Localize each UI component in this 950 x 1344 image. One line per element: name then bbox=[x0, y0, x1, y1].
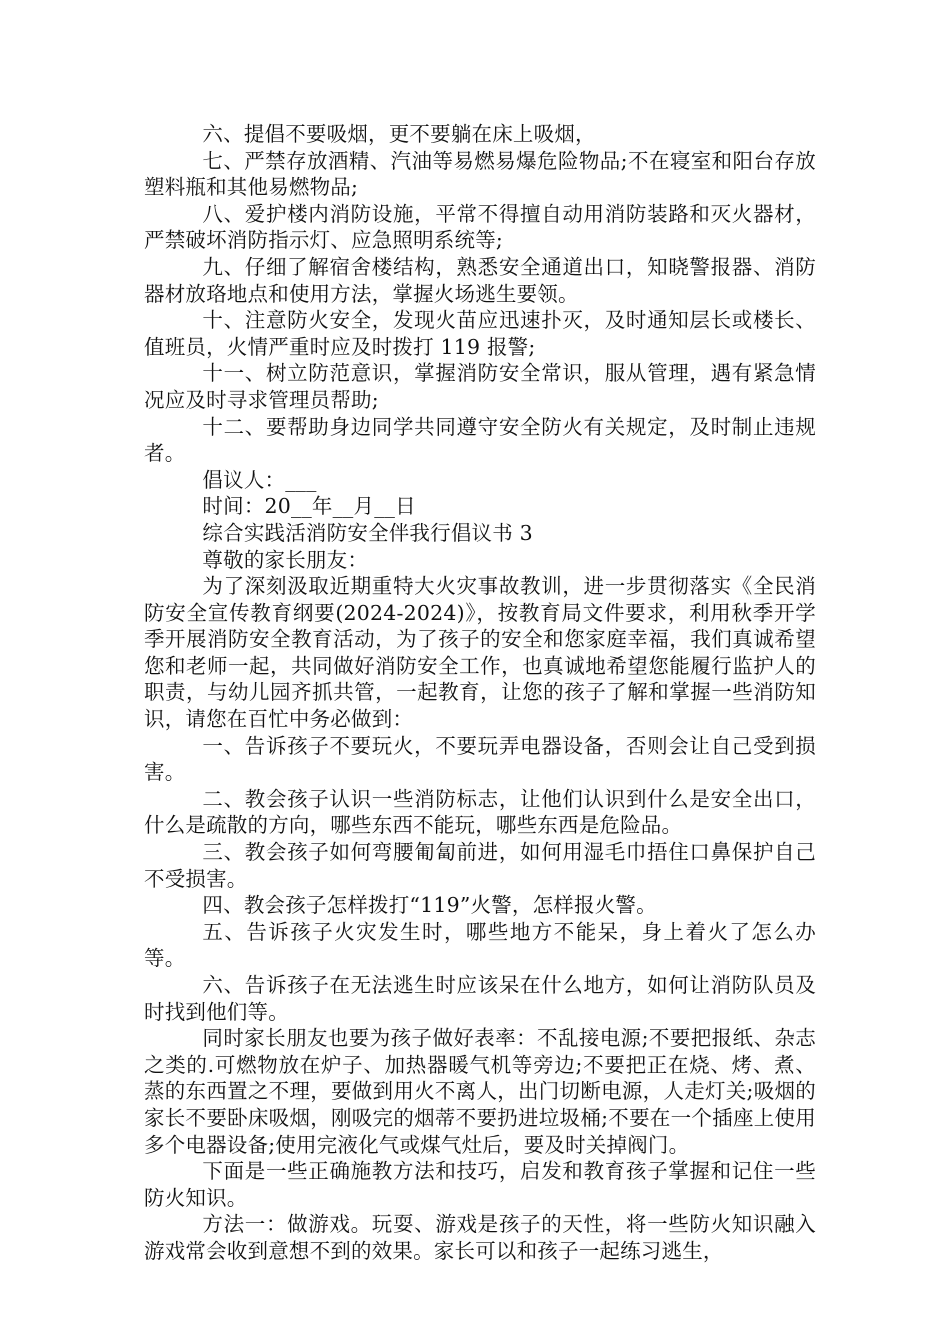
salutation: 尊敬的家长朋友： bbox=[202, 547, 369, 572]
paragraph-item-3: 三、教会孩子如何弯腰匍匐前进，如何用湿毛巾捂住口鼻保护自己不受损害。 bbox=[144, 840, 816, 891]
paragraph-item-6: 六、告诉孩子在无法逃生时应该呆在什么地方，如何让消防队员及时找到他们等。 bbox=[144, 973, 816, 1024]
date-line: 时间：20__年__月__日 bbox=[202, 494, 416, 519]
paragraph-item-1: 一、告诉孩子不要玩火，不要玩弄电器设备，否则会让自己受到损害。 bbox=[144, 733, 816, 785]
section-title: 综合实践活消防安全伴我行倡议书 3 bbox=[202, 520, 533, 545]
paragraph-item-5: 五、告诉孩子火灾发生时，哪些地方不能呆，身上着火了怎么办等。 bbox=[144, 919, 816, 971]
document-body bbox=[144, 121, 816, 1265]
paragraph-rule-12: 十二、要帮助身边同学共同遵守安全防火有关规定，及时制止违规者。 bbox=[144, 414, 816, 466]
paragraph-parents-example: 同时家长朋友也要为孩子做好表率：不乱接电源;不要把报纸、杂志之类的.可燃物放在炉子、加热器暖气机等旁边;不要把正在烧、烤、煮、蒸的东西置之不理，要做到用火不离人，出门切断电源，人走灯关;吸烟的家长不要卧床吸烟，刚吸完的烟蒂不要扔进垃圾桶;不要在一个插座上使用多个电器设备;使用完液化气或煤气灶后，要及时关掉阀门。 bbox=[144, 1026, 816, 1157]
paragraph-rule-10: 十、注意防火安全，发现火苗应迅速扑灭，及时通知层长或楼长、值班员，火情严重时应及时拨打 119 报警; bbox=[144, 308, 816, 359]
paragraph-rule-9: 九、仔细了解宿舍楼结构，熟悉安全通道出口，知晓警报器、消防器材放珞地点和使用方法，掌握火场逃生要领。 bbox=[144, 254, 816, 306]
paragraph-rule-7: 七、严禁存放酒精、汽油等易燃易爆危险物品;不在寝室和阳台存放塑料瓶和其他易燃物品; bbox=[144, 148, 816, 200]
paragraph-item-4: 四、教会孩子怎样拨打“119”火警，怎样报火警。 bbox=[202, 893, 657, 918]
paragraph-method-1: 方法一：做游戏。玩耍、游戏是孩子的天性，将一些防火知识融入游戏常会收到意想不到的效果。家长可以和孩子一起练习逃生， bbox=[144, 1212, 816, 1263]
paragraph-intro: 为了深刻汲取近期重特大火灾事故教训，进一步贯彻落实《全民消防安全宣传教育纲要(2024-2024)》，按教育局文件要求，利用秋季开学季开展消防安全教育活动，为了孩子的安全和您家庭幸福，我们真诚希望您和老师一起，共同做好消防安全工作，也真诚地希望您能履行监护人的职责，与幼儿园齐抓共管，一起教育，让您的孩子了解和掌握一些消防知识，请您在百忙中务必做到： bbox=[144, 574, 816, 732]
paragraph-rule-6: 六、提倡不要吸烟，更不要躺在床上吸烟， bbox=[202, 122, 596, 146]
paragraph-rule-11: 十一、树立防范意识，掌握消防安全常识，服从管理，遇有紧急情况应及时寻求管理员帮助; bbox=[144, 361, 816, 412]
paragraph-methods-intro: 下面是一些正确施教方法和技巧，启发和教育孩子掌握和记住一些防火知识。 bbox=[144, 1159, 816, 1210]
paragraph-rule-8: 八、爱护楼内消防设施，平常不得擅自动用消防装路和灭火器材，严禁破坏消防指示灯、应急照明系统等; bbox=[144, 201, 816, 253]
paragraph-item-2: 二、教会孩子认识一些消防标志，让他们认识到什么是安全出口，什么是疏散的方向，哪些东西不能玩，哪些东西是危险品。 bbox=[144, 786, 816, 838]
proposer-line: 倡议人：___ bbox=[202, 467, 317, 492]
